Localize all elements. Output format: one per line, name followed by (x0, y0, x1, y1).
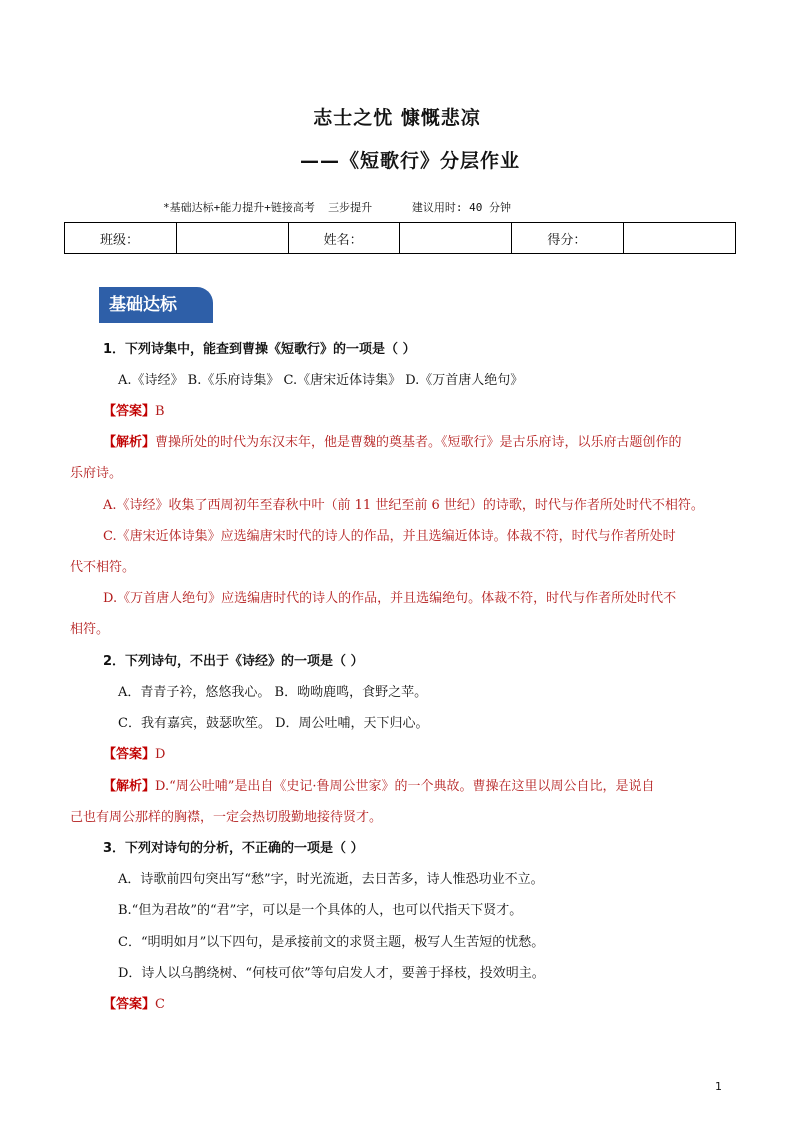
class-label: 班级： (65, 223, 177, 254)
q1-option-c-analysis-cont: 代不相符。 (70, 560, 136, 575)
name-field[interactable] (400, 223, 512, 254)
answer-tag: 【答案】 (103, 747, 156, 762)
q3-answer (103, 996, 165, 1014)
q3-stem: 3．下列对诗句的分析，不正确的一项是（ ） (103, 841, 364, 856)
q2-options-ab: A．青青子衿，悠悠我心。 B．呦呦鹿鸣，食野之苹。 (118, 685, 428, 700)
page-number: 1 (715, 1080, 722, 1093)
q2-analysis (103, 778, 655, 796)
q1-option-c-analysis: C.《唐宋近体诗集》应选编唐宋时代的诗人的作品，并且选编近体诗。体裁不符，时代与作者所处时 (103, 529, 676, 544)
analysis-text: D.“周公吐哺”是出自《史记·鲁周公世家》的一个典故。曹操在这里以周公自比，是说自 (155, 779, 655, 794)
q2-options-cd: C．我有嘉宾，鼓瑟吹笙。 D．周公吐哺，天下归心。 (118, 716, 429, 731)
document-subtitle: ——《短歌行》分层作业 (300, 150, 521, 172)
q1-analysis-cont: 乐府诗。 (70, 466, 123, 481)
q3-option-d: D．诗人以乌鹊绕树、“何枝可依”等句启发人才，要善于择枝，投效明主。 (118, 966, 545, 981)
q1-option-d-analysis: D.《万首唐人绝句》应选编唐时代的诗人的作品，并且选编绝句。体裁不符，时代与作者所处时代不 (103, 591, 677, 606)
q1-answer (103, 403, 165, 421)
analysis-tag: 【解析】 (103, 435, 156, 450)
score-label: 得分： (512, 223, 624, 254)
q1-option-a-analysis: A.《诗经》收集了西周初年至春秋中叶（前 11 世纪至前 6 世纪）的诗歌，时代与作者所处时代不相符。 (103, 498, 704, 513)
q3-option-a: A．诗歌前四句突出写“愁”字，时光流逝，去日苦多，诗人惟恐功业不立。 (118, 872, 544, 887)
section-banner: 基础达标 (99, 287, 213, 323)
analysis-tag: 【解析】 (103, 779, 156, 794)
answer-tag: 【答案】 (103, 404, 156, 419)
answer-tag: 【答案】 (103, 997, 156, 1012)
q1-analysis (103, 434, 682, 452)
answer-value: D (155, 747, 166, 762)
q3-option-c: C．“明明如月”以下四句，是承接前文的求贤主题，极写人生苦短的忧愁。 (118, 935, 545, 950)
score-field[interactable] (624, 223, 736, 254)
q2-stem: 2．下列诗句，不出于《诗经》的一项是（ ） (103, 654, 364, 669)
name-label: 姓名： (288, 223, 400, 254)
q1-stem: 1．下列诗集中，能查到曹操《短歌行》的一项是（ ） (103, 342, 416, 357)
q1-option-d-analysis-cont: 相符。 (70, 622, 110, 637)
student-info-table (64, 222, 736, 254)
analysis-text: 曹操所处的时代为东汉末年，他是曹魏的奠基者。《短歌行》是古乐府诗，以乐府古题创作的 (155, 435, 682, 450)
q2-analysis-cont: 己也有周公那样的胸襟，一定会热切殷勤地接待贤才。 (70, 810, 383, 825)
document-title: 志士之忧 慷慨悲凉 (313, 107, 481, 129)
class-field[interactable] (176, 223, 288, 254)
q2-answer (103, 746, 165, 764)
answer-value: B (155, 404, 165, 419)
q1-options: A.《诗经》 B.《乐府诗集》 C.《唐宋近体诗集》 D.《万首唐人绝句》 (118, 373, 524, 388)
answer-value: C (155, 997, 165, 1012)
q3-option-b: B.“但为君故”的“君”字，可以是一个具体的人，也可以代指天下贤才。 (118, 903, 523, 918)
meta-line: *基础达标+能力提升+链接高考 三步提升 建议用时: 40 分钟 (163, 201, 511, 214)
